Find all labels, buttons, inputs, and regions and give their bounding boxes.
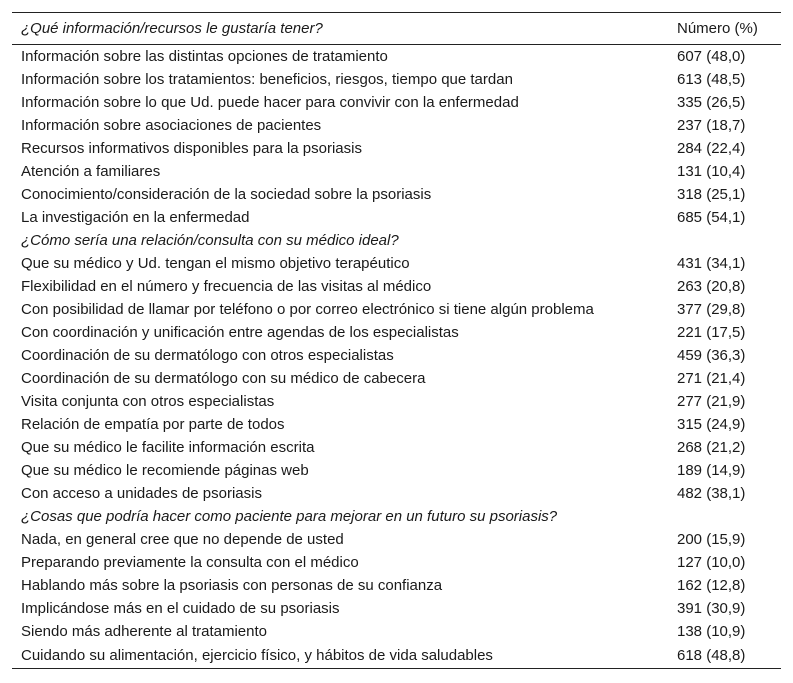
table-row	[12, 298, 781, 321]
table-row	[12, 160, 781, 183]
table-row	[12, 114, 781, 137]
table-row	[12, 482, 781, 505]
row-value: 315 (24,9)	[677, 416, 746, 433]
row-value: 131 (10,4)	[677, 163, 746, 180]
row-label: Con acceso a unidades de psoriasis	[21, 485, 262, 502]
table-row	[12, 45, 781, 69]
table-row	[12, 597, 781, 620]
row-value: 685 (54,1)	[677, 209, 746, 226]
row-value: 221 (17,5)	[677, 324, 746, 341]
row-value: 263 (20,8)	[677, 278, 746, 295]
row-value: 318 (25,1)	[677, 186, 746, 203]
table-row	[12, 137, 781, 160]
table-row	[12, 436, 781, 459]
row-value: 335 (26,5)	[677, 94, 746, 111]
number-column-header: Número (%)	[668, 13, 781, 45]
row-label: Información sobre las distintas opciones de tratamiento	[21, 48, 388, 65]
section-title-row	[12, 229, 781, 252]
table-row	[12, 643, 781, 669]
row-value: 618 (48,8)	[668, 643, 781, 669]
table-row	[12, 68, 781, 91]
table-row	[12, 551, 781, 574]
row-label: Coordinación de su dermatólogo con su médico de cabecera	[21, 370, 426, 387]
row-label: Información sobre asociaciones de pacientes	[21, 117, 322, 134]
row-label: Con coordinación y unificación entre agendas de los especialistas	[21, 324, 459, 341]
row-value: 200 (15,9)	[677, 531, 746, 548]
row-value: 482 (38,1)	[677, 485, 746, 502]
row-label: Siendo más adherente al tratamiento	[21, 623, 267, 640]
row-label: Relación de empatía por parte de todos	[21, 416, 285, 433]
table-row	[12, 183, 781, 206]
row-label: Información sobre los tratamientos: beneficios, riesgos, tiempo que tardan	[21, 71, 513, 88]
table-header	[12, 13, 781, 45]
row-value: 277 (21,9)	[677, 393, 746, 410]
row-value: 268 (21,2)	[677, 439, 746, 456]
row-label: Visita conjunta con otros especialistas	[21, 393, 275, 410]
table-row	[12, 206, 781, 229]
table-row	[12, 390, 781, 413]
row-value: 138 (10,9)	[677, 623, 746, 640]
row-value: 271 (21,4)	[677, 370, 746, 387]
section-title-patient: ¿Cosas que podría hacer como paciente para mejorar en un futuro su psoriasis?	[21, 508, 558, 525]
table-body	[12, 45, 781, 669]
table-row	[12, 275, 781, 298]
table-row	[12, 413, 781, 436]
row-label: Cuidando su alimentación, ejercicio físico, y hábitos de vida saludables	[12, 643, 668, 669]
table-row	[12, 367, 781, 390]
row-label: Nada, en general cree que no depende de usted	[21, 531, 344, 548]
table-row	[12, 321, 781, 344]
row-value: 162 (12,8)	[677, 577, 746, 594]
section-title-row	[12, 505, 781, 528]
row-label: Preparando previamente la consulta con el médico	[21, 554, 359, 571]
row-label: Atención a familiares	[21, 163, 161, 180]
survey-table-container	[12, 12, 781, 669]
row-label: Que su médico y Ud. tengan el mismo objetivo terapéutico	[21, 255, 410, 272]
table-row	[12, 344, 781, 367]
row-value: 284 (22,4)	[677, 140, 746, 157]
row-value: 391 (30,9)	[677, 600, 746, 617]
row-value: 127 (10,0)	[677, 554, 746, 571]
row-value: 613 (48,5)	[677, 71, 746, 88]
row-label: Flexibilidad en el número y frecuencia de las visitas al médico	[21, 278, 432, 295]
row-value: 607 (48,0)	[677, 48, 746, 65]
question-column-header: ¿Qué información/recursos le gustaría tener?	[12, 13, 668, 45]
survey-table	[12, 12, 781, 669]
row-label: La investigación en la enfermedad	[21, 209, 250, 226]
row-value: 459 (36,3)	[677, 347, 746, 364]
row-label: Recursos informativos disponibles para la psoriasis	[21, 140, 362, 157]
row-value: 377 (29,8)	[677, 301, 746, 318]
row-value: 237 (18,7)	[677, 117, 746, 134]
row-label: Conocimiento/consideración de la sociedad sobre la psoriasis	[21, 186, 432, 203]
row-label: Que su médico le facilite información escrita	[21, 439, 315, 456]
table-row	[12, 528, 781, 551]
table-row	[12, 459, 781, 482]
table-row	[12, 574, 781, 597]
section-title-doctor: ¿Cómo sería una relación/consulta con su médico ideal?	[21, 232, 399, 249]
row-label: Con posibilidad de llamar por teléfono o por correo electrónico si tiene algún problema	[21, 301, 594, 318]
row-label: Que su médico le recomiende páginas web	[21, 462, 309, 479]
row-value: 189 (14,9)	[677, 462, 746, 479]
row-value: 431 (34,1)	[677, 255, 746, 272]
table-row	[12, 620, 781, 643]
row-label: Hablando más sobre la psoriasis con personas de su confianza	[21, 577, 443, 594]
row-label: Información sobre lo que Ud. puede hacer para convivir con la enfermedad	[21, 94, 519, 111]
table-row	[12, 252, 781, 275]
row-label: Coordinación de su dermatólogo con otros especialistas	[21, 347, 394, 364]
header-row	[12, 13, 781, 45]
table-row	[12, 91, 781, 114]
row-label: Implicándose más en el cuidado de su psoriasis	[21, 600, 340, 617]
